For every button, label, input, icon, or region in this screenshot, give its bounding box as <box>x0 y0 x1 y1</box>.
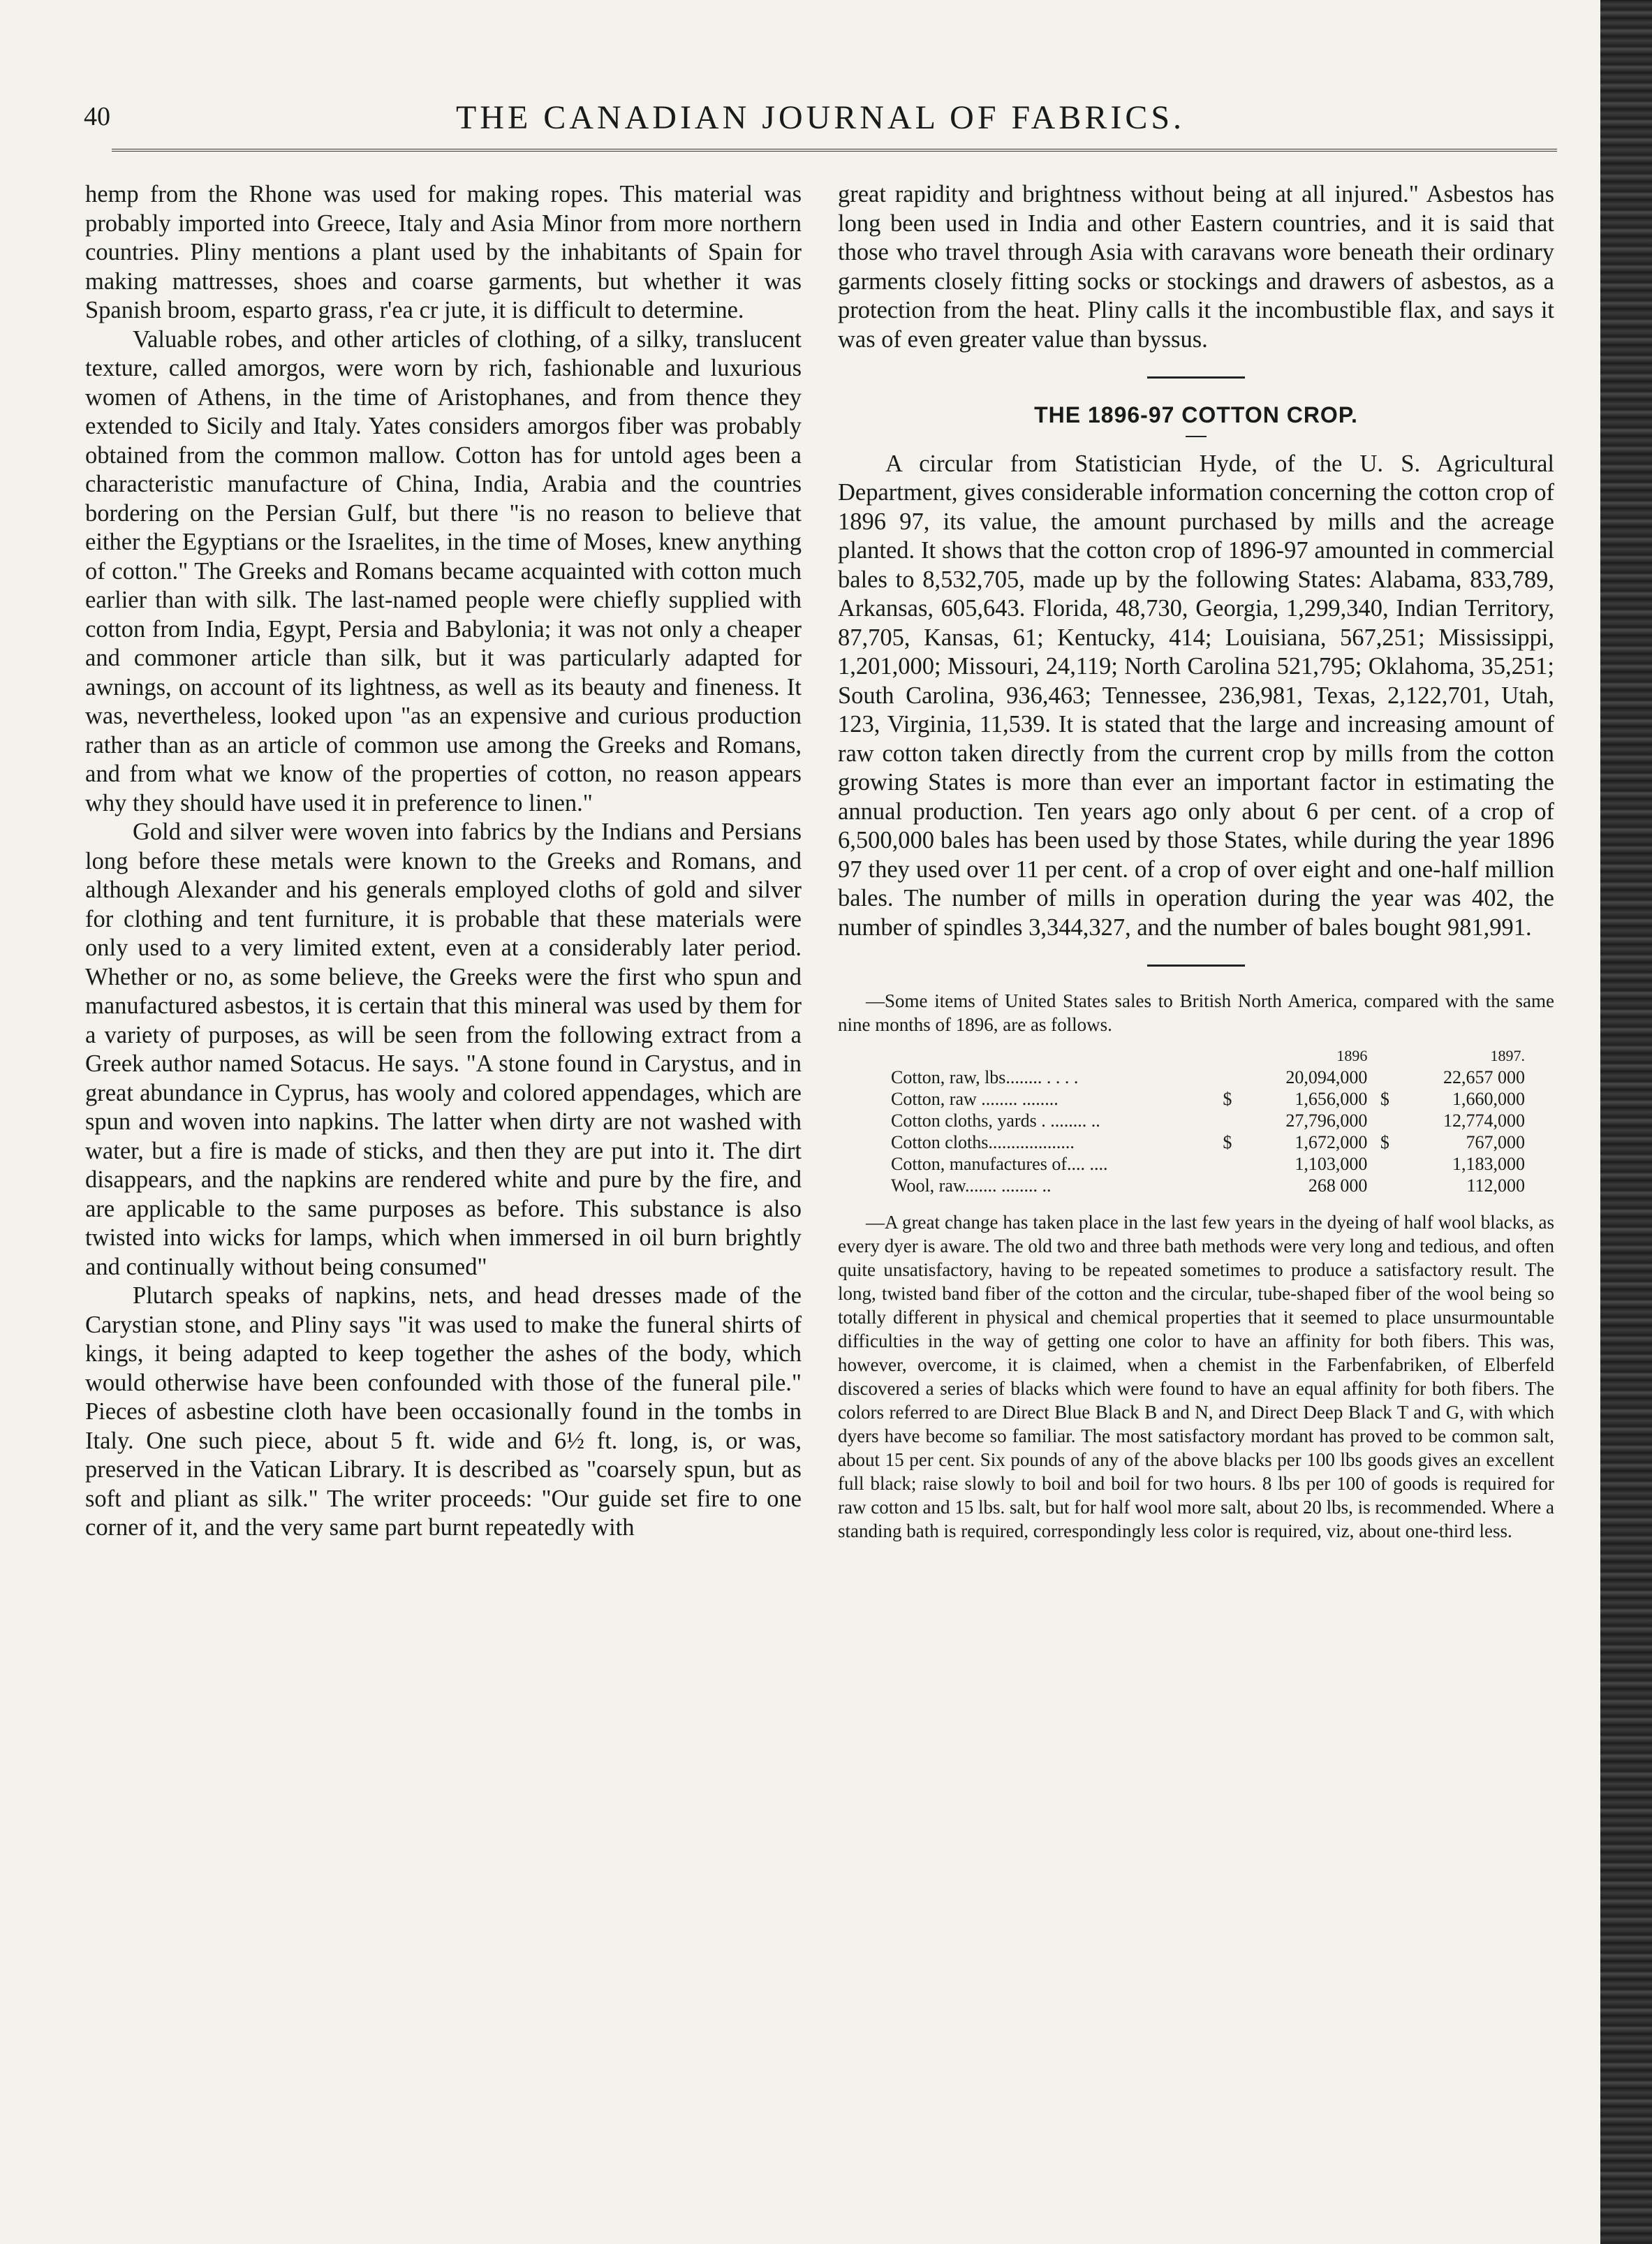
section-title: THE 1896-97 COTTON CROP. <box>1034 402 1358 427</box>
page-number: 40 <box>84 102 110 131</box>
row-currency <box>1371 1066 1398 1088</box>
dyeing-note <box>838 1210 1554 1543</box>
row-currency <box>1214 1066 1241 1088</box>
table-header-1896: 1896 <box>1336 1047 1368 1064</box>
paragraph: Plutarch speaks of napkins, nets, and head dresses made of the Carystian stone, and Pliny says "it was used to make the funeral shirts of kings, it being adapted to keep together the ashes of the body, which would otherwise have been confounded with those of the funeral pile." Pieces of asbestine cloth have been occasionally found in the tombs in Italy. One such piece, about 5 ft. wide and 6½ ft. long, is, or was, preserved in the Vatican Library. It is described as "coarsely spun, but as soft and pliant as silk." The writer proceeds: "Our guide set fire to one corner of it, and the very same part burnt repeatedly with <box>85 1282 802 1541</box>
row-value-1896: 20,094,000 <box>1285 1067 1368 1087</box>
table-row <box>887 1088 1529 1110</box>
page-header <box>84 66 1557 143</box>
row-value-1897: 12,774,000 <box>1443 1110 1525 1131</box>
row-value-1897: 767,000 <box>1466 1132 1525 1152</box>
row-currency: $ <box>1223 1132 1232 1152</box>
row-currency <box>1371 1175 1398 1196</box>
section-divider <box>1147 965 1245 967</box>
row-currency: $ <box>1380 1089 1389 1109</box>
paragraph: great rapidity and brightness without being at all injured." Asbestos has long been used in India and other Eastern countries, and it is said that those who travel through Asia with caravans wore beneath their ordinary garments closely fitting socks or stockings and drawers of asbestos, as a protection from the heat. Pliny calls it the incombustible flax, and says it was of even greater value than byssus. <box>838 181 1554 353</box>
row-value-1897: 1,183,000 <box>1452 1154 1525 1174</box>
title-underline <box>1186 436 1207 437</box>
sales-intro: —Some items of United States sales to British North America, compared with the same nine months of 1896, are as follows. <box>838 990 1554 1035</box>
paragraph: A circular from Statistician Hyde, of the U. S. Agricultural Department, gives considerable information concerning the cotton crop of 1896 97, its value, the amount purchased by mills and the acreage planted. It shows that the cotton crop of 1896-97 amounted in commercial bales to 8,532,705, made up by the following States: Alabama, 833,789, Arkansas, 605,643. Florida, 48,730, Georgia, 1,299,340, Indian Territory, 87,705, Kansas, 61; Kentucky, 414; Louisiana, 567,251; Mississippi, 1,201,000; Missouri, 24,119; North Carolina 521,795; Oklahoma, 35,251; South Carolina, 936,463; Tennessee, 236,981, Texas, 2,122,701, Utah, 123, Virginia, 11,539. It is stated that the large and increasing amount of raw cotton taken directly from the current crop by mills from the cotton growing States is more than ever an important factor in estimating the annual production. Ten years ago only about 6 per cent. of a crop of 6,500,000 bales has been used by those States, while during the year 1896 97 they used over 11 per cent. of a crop of over eight and one-half million bales. The number of mills in operation during the year was 402, the number of spindles 3,344,327, and the number of bales bought 981,991. <box>838 450 1554 941</box>
table-row <box>887 1110 1529 1131</box>
row-value-1896: 268 000 <box>1308 1175 1368 1196</box>
journal-title: THE CANADIAN JOURNAL OF FABRICS. <box>455 99 1186 136</box>
row-item: Cotton, raw, lbs........ . . . . <box>891 1067 1079 1087</box>
row-value-1896: 1,656,000 <box>1295 1089 1368 1109</box>
row-item: Cotton cloths, yards . ........ .. <box>891 1110 1100 1131</box>
row-item: Wool, raw....... ........ .. <box>891 1175 1052 1196</box>
table-header-item <box>887 1045 1214 1066</box>
row-value-1897: 22,657 000 <box>1443 1067 1525 1087</box>
left-column <box>85 180 802 1543</box>
row-currency <box>1214 1110 1241 1131</box>
table-row <box>887 1066 1529 1088</box>
table-header-row <box>887 1045 1529 1066</box>
row-item: Cotton cloths................... <box>891 1132 1075 1152</box>
section-divider <box>1147 376 1245 379</box>
paragraph: hemp from the Rhone was used for making ropes. This material was probably imported into Greece, Italy and Asia Minor from more northern countries. Pliny mentions a plant used by the inhabitants of Spain for making mattresses, shoes and coarse garments, but whether it was Spanish broom, esparto grass, r'ea cr jute, it is difficult to determine. <box>85 181 802 323</box>
table-row <box>887 1131 1529 1153</box>
row-value-1896: 1,672,000 <box>1295 1132 1368 1152</box>
row-currency <box>1214 1175 1241 1196</box>
row-item: Cotton, raw ........ ........ <box>891 1089 1059 1109</box>
paragraph: Valuable robes, and other articles of clothing, of a silky, translucent texture, called amorgos, were worn by rich, fashionable and luxurious women of Athens, in the time of Aristophanes, and from thence they extended to Sicily and Italy. Yates considers amorgos fiber was probably obtained from the common mallow. Cotton has for untold ages been a characteristic manufacture of China, India, Arabia and the countries bordering on the Persian Gulf, but there "is no reason to believe that either the Egyptians or the Israelites, in the time of Moses, knew anything of cotton." The Greeks and Romans became acquainted with cotton much earlier than with silk. The last-named people were chiefly supplied with cotton from India, Egypt, Persia and Babylonia; it was not only a cheaper and commoner article than silk, but it was particularly adapted for awnings, on account of its lightness, as well as its beauty and fineness. It was, nevertheless, looked upon "as an expensive and curious production rather than as an article of common use among the Greeks and Romans, and from what we know of the properties of cotton, no reason appears why they should have used it in preference to linen." <box>85 325 802 816</box>
paragraph: Gold and silver were woven into fabrics by the Indians and Persians long before these metals were known to the Greeks and Romans, and although Alexander and his generals employed cloths of gold and silver for clothing and tent furniture, it is probable that these materials were only used to a very limited extent, even at a considerably later period. Whether or no, as some believe, the Greeks were the first who spun and manufactured asbestos, it is certain that this mineral was used by them for a variety of purposes, as will be seen from the following extract from a Greek author named Sotacus. He says. "A stone found in Carystus, and in great abundance in Cyprus, has wooly and colored appendages, which are spun and woven into napkins. The latter when dirty are not washed with water, but a fire is made of sticks, and then they are put into it. The dirt disappears, and the napkins are rendered white and pure by the fire, and are applicable to the same purposes as before. This substance is also twisted into wicks for lamps, which when immersed in oil burn brightly and continually without being consumed" <box>85 819 802 1280</box>
table-row <box>887 1175 1529 1196</box>
row-item: Cotton, manufactures of.... .... <box>891 1154 1108 1174</box>
row-value-1896: 27,796,000 <box>1285 1110 1368 1131</box>
table-header-1897: 1897. <box>1490 1047 1525 1064</box>
row-currency: $ <box>1223 1089 1232 1109</box>
sales-table <box>887 1045 1529 1196</box>
dyeing-paragraph: —A great change has taken place in the last few years in the dyeing of half wool blacks, as every dyer is aware. The old two and three bath methods were very long and tedious, and often quite unsatisfactory, having to be repeated sometimes to produce a satisfactory result. The long, twisted band fiber of the cotton and the circular, tube-shaped fiber of the wool being so totally different in physical and chemical properties that it seemed to place unsurmountable difficulties in the way of getting one color to have an affinity for both fibers. This was, however, overcome, it is claimed, when a chemist in the Farbenfabriken, of Elberfeld discovered a series of blacks which were found to have an equal affinity for both fibers. The colors referred to are Direct Blue Black B and N, and Direct Deep Black T and G, with which dyers have become so familiar. The most satisfactory mordant has proved to be common salt, about 15 per cent. Six pounds of any of the above blacks per 100 lbs goods gives an excellent full black; raise slowly to boil and boil for two hours. 8 lbs per 100 of goods is required for raw cotton and 15 lbs. salt, but for half wool more salt, about 20 lbs, is recommended. Where a standing bath is required, correspondingly less color is required, viz, about one-third less. <box>838 1212 1554 1541</box>
row-currency <box>1371 1153 1398 1175</box>
row-value-1896: 1,103,000 <box>1295 1154 1368 1174</box>
right-column <box>838 180 1554 1543</box>
table-row <box>887 1153 1529 1175</box>
row-value-1897: 112,000 <box>1466 1175 1525 1196</box>
scan-edge <box>1600 0 1652 2244</box>
header-rule <box>112 149 1557 152</box>
row-value-1897: 1,660,000 <box>1452 1089 1525 1109</box>
row-currency <box>1371 1110 1398 1131</box>
row-currency <box>1214 1153 1241 1175</box>
row-currency: $ <box>1380 1132 1389 1152</box>
sales-note <box>838 989 1554 1036</box>
